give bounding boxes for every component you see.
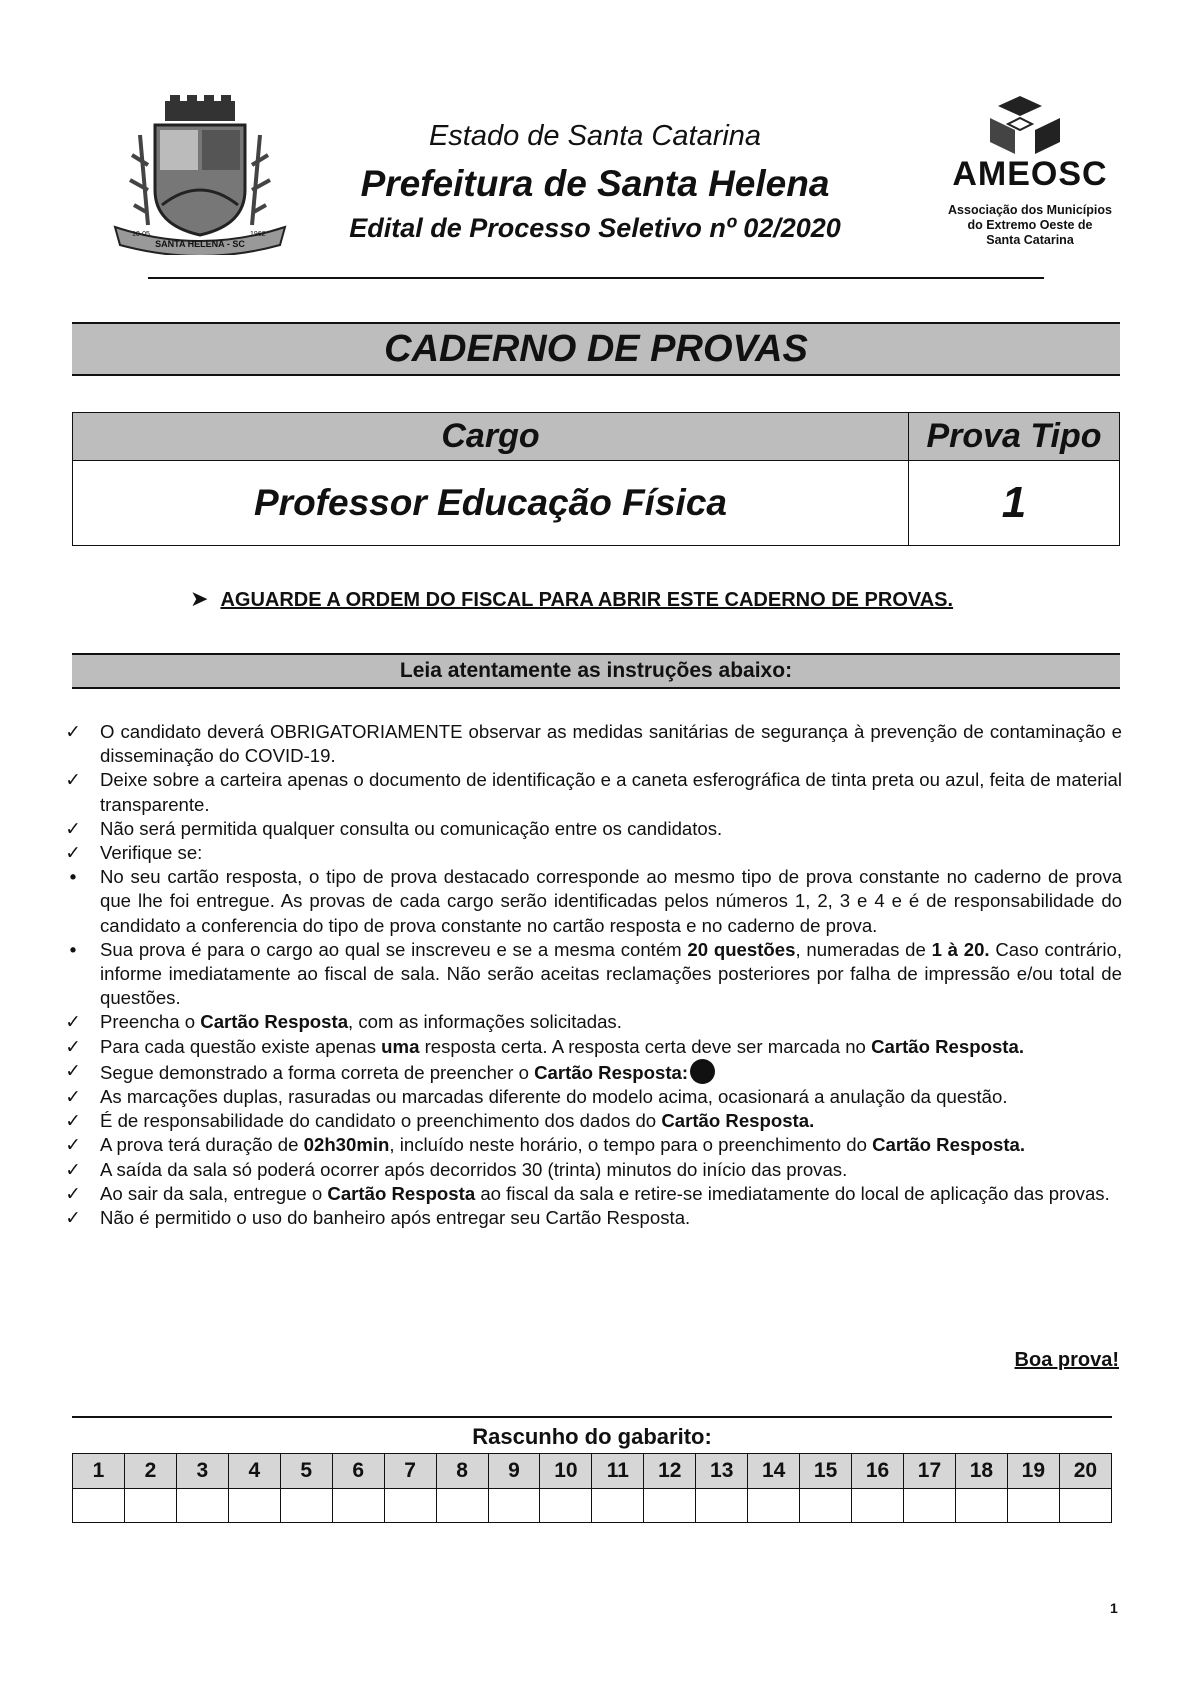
- gabarito-answer-row: [73, 1489, 1112, 1523]
- instruction-text: O candidato deverá OBRIGATORIAMENTE observar as medidas sanitárias de segurança à prevenção de contaminação e disseminação do COVID-19.: [100, 721, 1122, 767]
- gabarito-number-cell: 11: [592, 1454, 644, 1489]
- header-prefecture: Prefeitura de Santa Helena: [360, 163, 830, 204]
- checkmark-icon: ✓: [65, 1059, 81, 1081]
- gabarito-number-cell: 3: [176, 1454, 228, 1489]
- gabarito-number-cell: 8: [436, 1454, 488, 1489]
- instruction-item: [62, 1158, 1122, 1182]
- document-title: CADERNO DE PROVAS: [72, 322, 1120, 376]
- instruction-text: 20 questões: [687, 938, 796, 960]
- gabarito-answer-cell: [1059, 1489, 1111, 1523]
- rascunho-title: Rascunho do gabarito:: [472, 1424, 712, 1449]
- instruction-text: Sua prova é para o cargo ao qual se inscreveu e se a mesma contém: [100, 938, 688, 960]
- instruction-text: Para cada questão existe apenas: [100, 1035, 382, 1057]
- instruction-text: A prova terá duração de: [100, 1134, 304, 1156]
- instruction-text: Cartão Resposta:: [534, 1061, 689, 1083]
- gabarito-number-cell: 5: [280, 1454, 332, 1489]
- instruction-item: [62, 938, 1122, 1011]
- arrow-right-icon: ➤: [190, 586, 209, 611]
- instruction-item: [62, 768, 1122, 816]
- checkmark-icon: ✓: [65, 1086, 81, 1108]
- gabarito-answer-cell: [1007, 1489, 1059, 1523]
- gabarito-answer-cell: [696, 1489, 748, 1523]
- instruction-text: Ao sair da sala, entregue o: [100, 1182, 328, 1204]
- instruction-item: [62, 720, 1122, 768]
- gabarito-answer-cell: [176, 1489, 228, 1523]
- instruction-text: É de responsabilidade do candidato o preenchimento dos dados do: [100, 1110, 662, 1132]
- crest-year-left: 10-05: [132, 231, 150, 238]
- gabarito-number-cell: 18: [955, 1454, 1007, 1489]
- instruction-text: Cartão Resposta: [327, 1182, 476, 1204]
- instruction-text: , numeradas de: [795, 938, 932, 960]
- checkmark-icon: ✓: [65, 1011, 81, 1033]
- header-edital: Edital de Processo Seletivo nº 02/2020: [349, 213, 841, 243]
- instruction-item: [62, 841, 1122, 865]
- gabarito-answer-cell: [748, 1489, 800, 1523]
- gabarito-answer-cell: [436, 1489, 488, 1523]
- gabarito-number-cell: 15: [800, 1454, 852, 1489]
- instruction-text: Segue demonstrado a forma correta de preencher o: [100, 1061, 535, 1083]
- cargo-table: [72, 412, 1120, 546]
- instruction-text: Deixe sobre a carteira apenas o documento de identificação e a caneta esferográfica de tinta preta ou azul, feita de material transparente.: [100, 769, 1122, 815]
- gabarito-answer-cell: [955, 1489, 1007, 1523]
- instruction-text: ao fiscal da sala e retire-se imediatamente do local de aplicação das provas.: [475, 1182, 1110, 1204]
- instruction-text: A saída da sala só poderá ocorrer após decorridos 30 (trinta) minutos do início das provas.: [100, 1158, 848, 1180]
- checkmark-icon: ✓: [65, 1182, 81, 1204]
- gabarito-answer-cell: [644, 1489, 696, 1523]
- gabarito-number-cell: 13: [696, 1454, 748, 1489]
- gabarito-number-row: [73, 1454, 1112, 1489]
- bullet-icon: •: [69, 938, 77, 960]
- ameosc-sub-line: Associação dos Municípios: [948, 203, 1112, 217]
- instruction-item: [62, 1035, 1122, 1059]
- gabarito-answer-cell: [800, 1489, 852, 1523]
- instruction-text: Cartão Resposta.: [872, 1134, 1026, 1156]
- instruction-text: 1 à 20.: [931, 938, 990, 960]
- crest-year-right: 1962: [250, 231, 266, 238]
- ameosc-sub-line: Santa Catarina: [986, 233, 1074, 247]
- gabarito-answer-cell: [540, 1489, 592, 1523]
- gabarito-number-cell: 20: [1059, 1454, 1111, 1489]
- gabarito-number-cell: 6: [332, 1454, 384, 1489]
- instruction-item: [62, 1109, 1122, 1133]
- gabarito-answer-cell: [384, 1489, 436, 1523]
- instruction-item: [62, 1059, 1122, 1085]
- ameosc-name: AMEOSC: [952, 155, 1108, 193]
- filled-answer-example-icon: [690, 1059, 715, 1084]
- checkmark-icon: ✓: [65, 1207, 81, 1229]
- ameosc-sub-line: do Extremo Oeste de: [967, 218, 1093, 232]
- ameosc-subtitle: [925, 203, 1135, 248]
- gabarito-answer-cell: [73, 1489, 125, 1523]
- instruction-text: Preencha o: [100, 1011, 201, 1033]
- instruction-text: Verifique se:: [100, 842, 203, 864]
- prova-tipo-header: Prova Tipo: [909, 413, 1119, 461]
- ameosc-logo-icon: [980, 96, 1070, 158]
- notice: [190, 586, 1070, 612]
- instruction-text: Cartão Resposta.: [661, 1110, 815, 1132]
- instruction-text: 02h30min: [303, 1134, 390, 1156]
- rascunho-divider: [72, 1416, 1112, 1418]
- checkmark-icon: ✓: [65, 721, 81, 742]
- header-state: Estado de Santa Catarina: [428, 120, 762, 152]
- gabarito-answer-cell: [852, 1489, 904, 1523]
- gabarito-answer-cell: [228, 1489, 280, 1523]
- checkmark-icon: ✓: [65, 817, 81, 839]
- instruction-item: [62, 1085, 1122, 1109]
- gabarito-number-cell: 9: [488, 1454, 540, 1489]
- notice-text: AGUARDE A ORDEM DO FISCAL PARA ABRIR ESTE CADERNO DE PROVAS.: [220, 589, 954, 611]
- gabarito-answer-cell: [280, 1489, 332, 1523]
- instruction-text: , com as informações solicitadas.: [348, 1011, 622, 1033]
- checkmark-icon: ✓: [65, 1134, 81, 1156]
- page-number: 1: [1110, 1600, 1118, 1616]
- instruction-item: [62, 865, 1122, 938]
- checkmark-icon: ✓: [65, 769, 81, 791]
- instruction-text: Não é permitido o uso do banheiro após entregar seu Cartão Resposta.: [100, 1207, 691, 1229]
- instruction-text: As marcações duplas, rasuradas ou marcadas diferente do modelo acima, ocasionará a anulação da questão.: [100, 1086, 1008, 1108]
- gabarito-answer-cell: [904, 1489, 956, 1523]
- instruction-text: , incluído neste horário, o tempo para o preenchimento do: [389, 1134, 873, 1156]
- instruction-text: Cartão Resposta: [200, 1011, 349, 1033]
- instruction-item: [62, 1206, 1122, 1230]
- gabarito-answer-cell: [592, 1489, 644, 1523]
- gabarito-number-cell: 16: [852, 1454, 904, 1489]
- gabarito-answer-cell: [124, 1489, 176, 1523]
- checkmark-icon: ✓: [65, 1110, 81, 1132]
- gabarito-number-cell: 14: [748, 1454, 800, 1489]
- checkmark-icon: ✓: [65, 1035, 81, 1057]
- cargo-value: Professor Educação Física: [73, 461, 909, 545]
- instruction-text: resposta certa. A resposta certa deve ser marcada no: [419, 1035, 872, 1057]
- gabarito-number-cell: 17: [904, 1454, 956, 1489]
- gabarito-number-cell: 19: [1007, 1454, 1059, 1489]
- crest-banner-text: SANTA HELENA - SC: [155, 239, 245, 249]
- gabarito-answer-cell: [488, 1489, 540, 1523]
- gabarito-number-cell: 4: [228, 1454, 280, 1489]
- gabarito-number-cell: 12: [644, 1454, 696, 1489]
- instruction-text: Não será permitida qualquer consulta ou comunicação entre os candidatos.: [100, 817, 723, 839]
- instruction-item: [62, 1010, 1122, 1034]
- bullet-icon: •: [69, 866, 77, 888]
- gabarito-number-cell: 10: [540, 1454, 592, 1489]
- instructions-heading: Leia atentamente as instruções abaixo:: [72, 653, 1120, 689]
- prova-tipo-value: 1: [1001, 478, 1027, 527]
- instruction-item: [62, 1182, 1122, 1206]
- santa-helena-crest-logo: [110, 95, 290, 255]
- checkmark-icon: ✓: [65, 842, 81, 864]
- closing-text: Boa prova!: [1014, 1349, 1119, 1371]
- instruction-text: Cartão Resposta.: [871, 1035, 1024, 1057]
- gabarito-number-cell: 1: [73, 1454, 125, 1489]
- header-divider: [148, 277, 1044, 279]
- instruction-item: [62, 817, 1122, 841]
- gabarito-number-cell: 2: [124, 1454, 176, 1489]
- checkmark-icon: ✓: [65, 1158, 81, 1180]
- gabarito-number-cell: 7: [384, 1454, 436, 1489]
- instructions-list: [62, 720, 1122, 1230]
- instruction-text: uma: [381, 1035, 420, 1057]
- gabarito-grid: [72, 1453, 1112, 1523]
- instruction-item: [62, 1133, 1122, 1157]
- gabarito-answer-cell: [332, 1489, 384, 1523]
- cargo-header: Cargo: [73, 413, 909, 461]
- instruction-text: Caso contrário, informe imediatamente ao fiscal de sala. Não serão aceitas reclamações posteriores por falha de impressão e/ou total de questões.: [100, 938, 1122, 1009]
- instruction-text: No seu cartão resposta, o tipo de prova destacado corresponde ao mesmo tipo de prova constante no caderno de prova que lhe foi entregue. As provas de cada cargo serão identificadas pelos números 1, 2, 3 e 4 e é de responsabilidade do candidato a conferencia do tipo de prova constante no cartão resposta e no caderno de prova.: [100, 866, 1122, 936]
